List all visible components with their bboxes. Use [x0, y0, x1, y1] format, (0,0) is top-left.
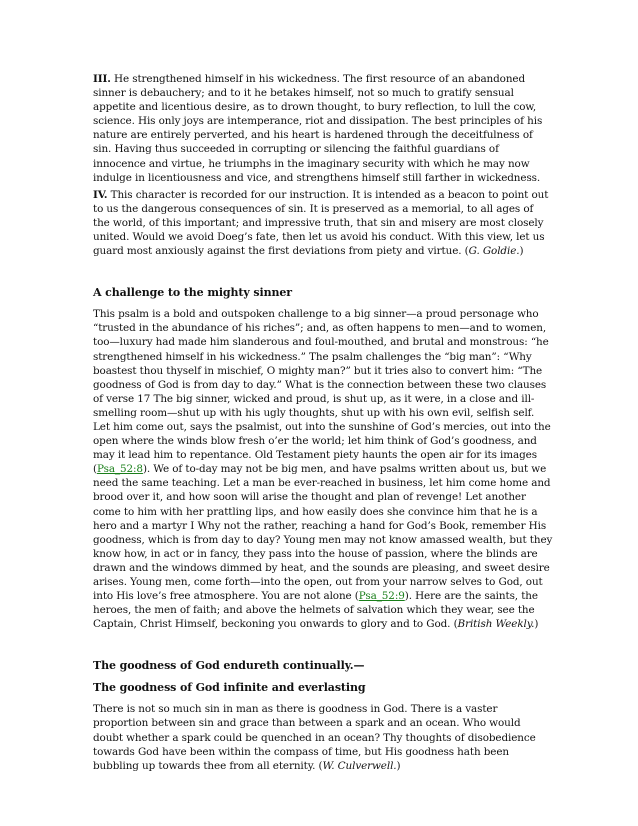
section-subheading-goodness: The goodness of God infinite and everlasting — [93, 681, 366, 695]
citation-close: ) — [396, 759, 401, 772]
citation-close: ) — [534, 618, 539, 631]
paragraph-text: This character is recorded for our instruction. It is intended as a beacon to point out to us the dangerous consequences of sin. It is preserved as a memorial, to all ages of the world, of this important; and impressive truth, that sin and misery are most closely united. Would we avoid Doeg’s fate, then let us avoid his conduct. With this view, let us guard most anxiously against the first deviations from piety and virtue. ( — [93, 188, 549, 258]
scripture-link-psa-52-8[interactable]: Psa_52:8 — [96, 463, 143, 476]
paragraph-text: There is not so much sin in man as there is goodness in God. There is a vaster proportion between sin and grace than between a spark and an ocean. Who would doubt whether a spark could be quenched in an ocean? Thy thoughts of disobedience towards God have been within the compass of time, but His goodness hath been bubbling up towards thee from all eternity. ( — [93, 703, 536, 772]
section-numeral: IV. — [93, 188, 108, 201]
document-page — [93, 72, 553, 776]
section-spacer — [93, 261, 553, 285]
paragraph-goodness — [93, 702, 553, 772]
paragraph-text: He strengthened himself in his wickedness. The first resource of an abandoned sinner is debauchery; and to it he betakes himself, not so much to gratify sensual appetite and licentious desire, as to drown thought, to bury reflection, to lull the cow, science. His only joys are intemperance, riot and dissipation. The best principles of his nature are entirely perverted, and his heart is hardened through the deceitfulness of sin. Having thus succeeded in corrupting or silencing the faithful guardians of innocence and virtue, he triumphs in the imaginary security with which he may now indulge in licentiousness and vice, and strengthens himself still farther in wickedness. — [93, 73, 543, 184]
section-heading-challenge: A challenge to the mighty sinner — [93, 286, 292, 300]
paragraph-text: This psalm is a bold and outspoken challenge to a big sinner—a proud personage who “trusted in the abundance of his riches”; and, as often happens to men—and to women, too—luxury had made him slanderous and foul-mouthed, and brutal and monstrous: “he strengthened himself in his wickedness.” The psalm challenges the “big man”: “Why boastest thou thyself in mischief, O mighty man?” but it tries also to convert him: “The goodness of God is from day to day.” What is the connection between these two clauses of verse 17 The big sinner, wicked and proud, is shut up, as it were, in a close and ill-smelling room—shut up with his ugly thoughts, shut up with his own evil, selfish self. Let him come out, says the psalmist, out into the sunshine of God’s mercies, out into the open where the winds blow fresh o’er the world; let him think of God’s goodness, and may it lead him to repentance. Old Testament piety haunts the open air for its images ( — [93, 308, 551, 476]
paragraph-section-iv — [93, 188, 553, 258]
scripture-link-psa-52-9[interactable]: Psa_52:9 — [358, 590, 405, 603]
author-citation: G. Goldie. — [468, 245, 520, 258]
paragraph-text: ). We of to-day may not be big men, and have psalms written about us, but we need the same teaching. Let a man be ever-reached in business, let him come home and brood over it, and how soon will arise the thought and plan of revenge! Let another come to him with her prattling lips, and how easily does she convince him that he is a hero and a martyr I Why not the rather, reaching a hand for God’s Book, remember His goodness, which is from day to day? Young men may not know amassed wealth, but they know how, in act or in fancy, they pass into the house of passion, where the blinds are drawn and the windows dimmed by heat, and the sounds are pleasing, and sweet desire arises. Young men, come forth—into the open, out from your narrow selves to God, out into His love’s free atmosphere. You are not alone ( — [93, 463, 553, 603]
paragraph-challenge — [93, 307, 553, 631]
section-numeral: III. — [93, 73, 111, 85]
section-spacer — [93, 634, 553, 658]
paragraph-section-iii — [93, 72, 553, 185]
paragraph-text: ). Here are the saints, the heroes, the men of faith; and above the helmets of salvation which they wear, see the Captain, Christ Himself, beckoning you onwards to glory and to God. ( — [93, 590, 538, 631]
author-citation: British Weekly. — [457, 618, 535, 631]
citation-close: ) — [519, 245, 524, 258]
author-citation: W. Culverwell. — [322, 759, 397, 772]
section-heading-goodness: The goodness of God endureth continually.— — [93, 659, 365, 673]
